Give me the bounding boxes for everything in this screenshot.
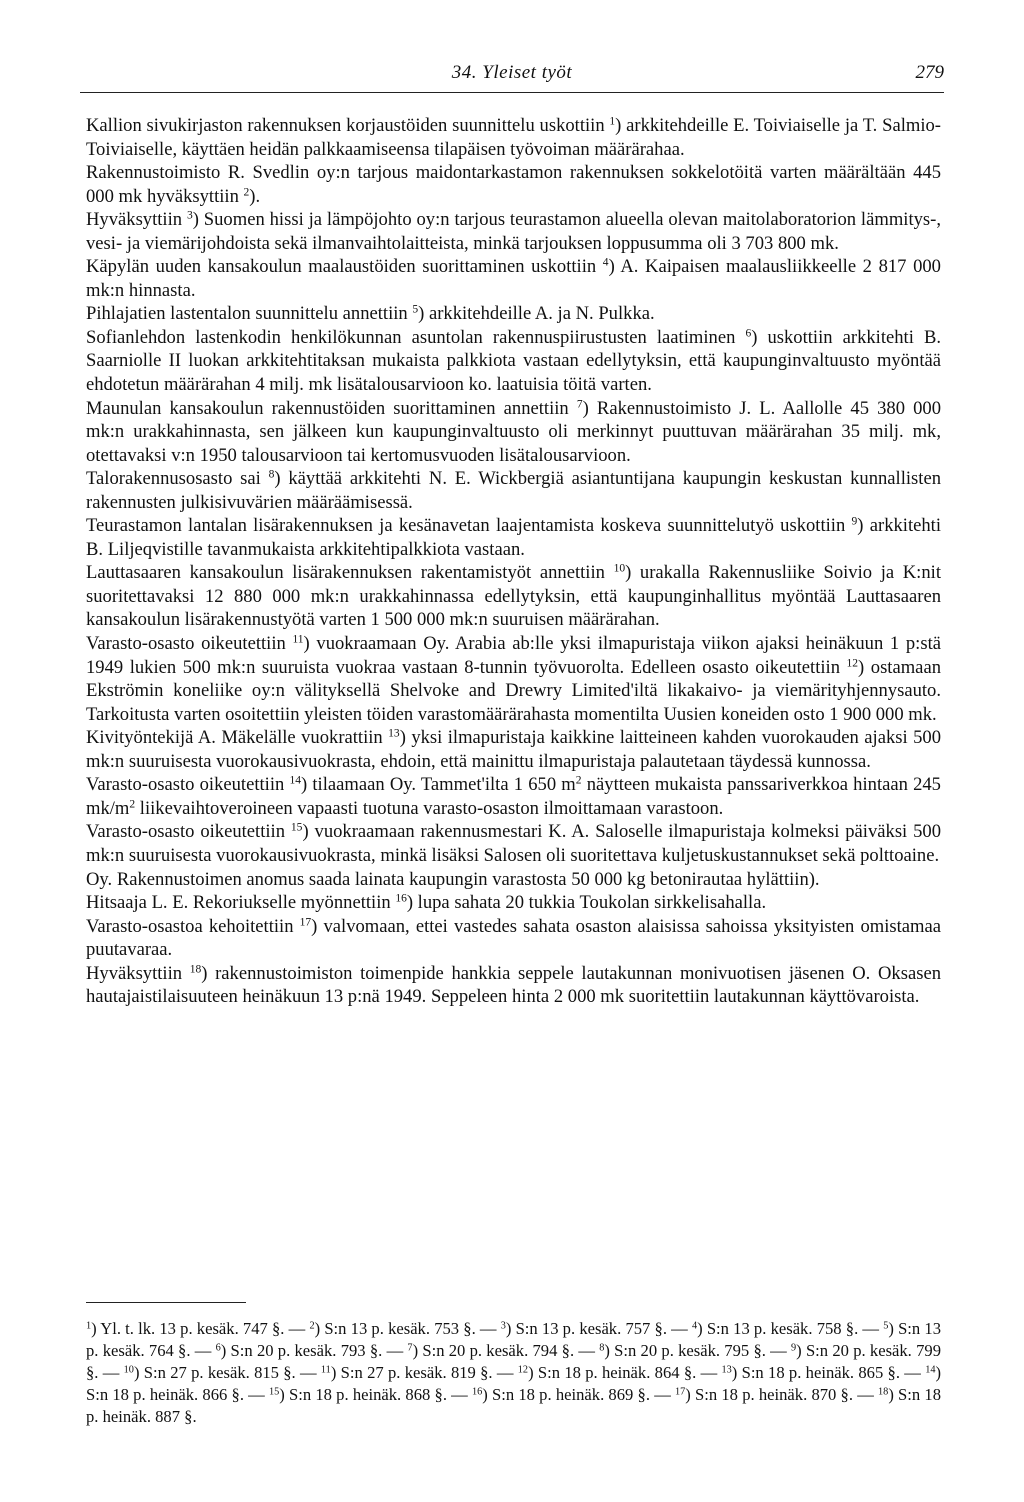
paragraph-text: Sofianlehdon lastenkodin henkilökunnan asuntolan rakennuspiirustusten laatiminen: [86, 326, 746, 348]
page-number: 279: [915, 62, 944, 83]
footnote-divider: [86, 1302, 246, 1303]
paragraph: [86, 326, 941, 397]
footnote-text: ) S:n 18 p. heinäk. 869 §. —: [482, 1385, 676, 1404]
paragraph-text: liikevaihtoveroineen vapaasti tuotuna varasto-osaston ilmoittamaan varastoon.: [135, 797, 724, 819]
paragraph-text: ) yksi ilmapuristaja kaikkine laitteineen kahden vuorokauden ajaksi 500 mk:n suuruisesta vuorokausivuokrasta, ehdoin, että mainittu ilmapuristaja palautetaan täydessä kunnossa.: [86, 727, 941, 772]
paragraph-text: Talorakennusosasto sai: [86, 468, 269, 490]
paragraph: [86, 302, 941, 326]
footnote-ref: 9: [851, 515, 858, 528]
paragraph-text: ).: [249, 185, 261, 207]
paragraph-text: Kivityöntekijä A. Mäkelälle vuokrattiin: [86, 727, 389, 749]
footnote-number: 18: [878, 1386, 889, 1398]
paragraph-text: ) urakalla Rakennusliike Soivio ja K:nit suoritettavaksi 12 880 000 mk:n urakkahinnassa edellytyksin, että kaupunginhallitus myöntää Lauttasaaren kansakoulun lisärakennustyötä varten 1 500 000 mk:n suuruisen määrärahan.: [86, 562, 941, 631]
paragraph: [86, 726, 941, 773]
paragraph-text: näytteen mukaista panssariverkkoa hintaan 245 mk/m: [86, 774, 941, 819]
chapter-title: 34. Yleiset työt: [451, 62, 573, 83]
footnote-number: 8: [599, 1342, 605, 1354]
footnote-text: ) S:n 18 p. heinäk. 870 §. —: [685, 1385, 879, 1404]
footnote-ref: 3: [186, 209, 193, 222]
paragraph-text: ) arkkitehdeille E. Toiviaiselle ja T. Salmio-Toiviaiselle, käyttäen heidän palkkaamiseensa tilapäisen työvoiman määrärahaa.: [86, 115, 941, 160]
footnote-number: 15: [268, 1386, 280, 1398]
footnote-text: ) S:n 27 p. kesäk. 819 §. —: [330, 1363, 518, 1382]
footnote-text: ) S:n 18 p. heinäk. 868 §. —: [279, 1385, 472, 1404]
footnote-text: ) S:n 13 p. kesäk. 758 §. —: [697, 1319, 884, 1338]
paragraph: [86, 632, 941, 726]
footnote-ref: 2: [129, 798, 136, 811]
paragraph-text: ) uskottiin arkkitehti B. Saarniolle II luokan arkkitehtitaksan mukaista palkkiota vastaan edellytyksin, että kaupunginvaltuusto myöntää ehdotetun määrärahan 4 milj. mk lisätalousarvioon ko. laatuisia töitä varten.: [86, 326, 941, 396]
footnote-text: ) S:n 18 p. heinäk. 866 §. —: [86, 1363, 941, 1404]
footnote-text: ) S:n 18 p. heinäk. 887 §.: [86, 1385, 941, 1426]
paragraph: [86, 915, 941, 962]
paragraph: [86, 467, 941, 514]
paragraph-text: Varasto-osasto oikeutettiin: [86, 633, 293, 655]
paragraph-text: Hyväksyttiin: [86, 209, 187, 231]
footnote-ref: 18: [189, 963, 202, 976]
footnote-ref: 2: [243, 186, 250, 199]
paragraph: [86, 514, 941, 561]
footnote-ref: 7: [576, 398, 583, 411]
paragraph-text: ) Rakennustoimisto J. L. Aallolle 45 380 000 mk:n urakkahinnasta, sen jälkeen kun kaupunginvaltuusto oli merkinnyt puuttuvan määrärahan 35 milj. mk, otettavaksi v:n 1950 talousarvioon tai kertomusvuoden lisätalousarvioon.: [86, 397, 941, 466]
paragraph: [86, 891, 941, 915]
footnote-number: 13: [721, 1364, 732, 1376]
footnote-ref: 11: [292, 633, 304, 646]
paragraph: [86, 397, 941, 468]
footnote-ref: 4: [602, 256, 609, 269]
paragraph-text: Teurastamon lantalan lisärakennuksen ja kesänavetan laajentamista koskeva suunnittelutyö uskottiin: [86, 515, 852, 537]
paragraph-text: Hitsaaja L. E. Rekoriukselle myönnettiin: [86, 892, 396, 914]
paragraph: [86, 255, 941, 302]
paragraph-text: Käpylän uuden kansakoulun maalaustöiden suorittaminen uskottiin: [86, 256, 603, 278]
paragraph: [86, 561, 941, 632]
footnote-number: 5: [883, 1320, 889, 1332]
footnote-ref: 12: [846, 657, 859, 670]
footnote-number: 12: [517, 1364, 529, 1376]
footnote-number: 14: [925, 1364, 936, 1376]
paragraph-text: Rakennustoimisto R. Svedlin oy:n tarjous maidontarkastamon rakennuksen sokkelotöitä varten määrältään 445 000 mk hyväksyttiin: [86, 162, 941, 207]
paragraph-text: Varasto-osasto oikeutettiin: [86, 821, 291, 843]
footnote-ref: 10: [613, 563, 626, 576]
footnote-ref: 2: [575, 774, 582, 787]
paragraph-text: ) ostamaan Ekströmin koneliike oy:n välityksellä Shelvoke and Drewry Limited'iltä likakaivo- ja viemärityhjennysauto. Tarkoitusta varten osoitettiin yleisten töiden varastomäärärahasta momentilta Uusien koneiden osto 1 900 000 mk.: [86, 656, 941, 725]
footnote-ref: 14: [289, 774, 301, 787]
paragraph-text: Kallion sivukirjaston rakennuksen korjaustöiden suunnittelu uskottiin: [86, 115, 610, 136]
paragraph-text: Maunulan kansakoulun rakennustöiden suorittaminen annettiin: [86, 397, 577, 419]
footnote-number: 10: [123, 1364, 134, 1376]
footnote-text: ) S:n 18 p. heinäk. 865 §. —: [731, 1363, 926, 1382]
footnote-number: 2: [309, 1320, 315, 1332]
paragraph-text: ) Suomen hissi ja lämpöjohto oy:n tarjous teurastamon alueella olevan maitolaboratorion lämmitys-, vesi- ja viemärijohdoista sekä ilmanvaihtolaitteista, minkä tarjouksen loppusumma oli 3 703 800 mk.: [86, 209, 941, 254]
footnote-text: ) S:n 20 p. kesäk. 794 §. —: [412, 1341, 600, 1360]
footnote-ref: 15: [290, 822, 303, 835]
paragraph-text: ) tilaamaan Oy. Tammet'ilta 1 650 m: [301, 774, 576, 796]
footnote-ref: 13: [388, 727, 400, 740]
footnote-text: ) S:n 27 p. kesäk. 815 §. —: [133, 1363, 321, 1382]
paragraph-text: ) käyttää arkkitehti N. E. Wickbergiä asiantuntijana kaupungin keskustan kunnallisten rakennusten julkisivuvärien määräämisessä.: [86, 468, 941, 513]
paragraph-text: Varasto-osastoa kehoitettiin: [86, 915, 300, 937]
footnote-number: 3: [500, 1320, 506, 1332]
footnote-text: ) Yl. t. lk. 13 p. kesäk. 747 §. —: [91, 1319, 310, 1338]
footnote-number: 6: [215, 1342, 221, 1354]
footnote-number: 7: [407, 1342, 413, 1354]
paragraph: [86, 962, 941, 1009]
running-header: [80, 62, 944, 88]
footnotes: [86, 1318, 941, 1428]
paragraph: [86, 820, 941, 867]
paragraph-text: Oy. Rakennustoimen anomus saada lainata kaupungin varastosta 50 000 kg betonirautaa hylättiin).: [86, 868, 820, 890]
header-divider: [80, 92, 944, 93]
footnote-ref: 16: [395, 892, 407, 905]
footnote-text: ) S:n 18 p. heinäk. 864 §. —: [528, 1363, 722, 1382]
footnote-number: 11: [320, 1364, 331, 1376]
footnote-ref: 8: [268, 468, 275, 481]
paragraph-text: ) rakennustoimiston toimenpide hankkia seppele lautakunnan monivuotisen jäsenen O. Oksasen hautajaistilaisuuteen heinäkuun 13 p:nä 1949. Seppeleen hinta 2 000 mk suoritettiin lautakunnan käyttövaroista.: [86, 962, 941, 1008]
paragraph-text: ) vuokraamaan Oy. Arabia ab:lle yksi ilmapuristaja viikon ajaksi heinäkuun 1 p:stä 1949 lukien 500 mk:n suuruista vuokraa vastaan 8-tunnin työvuorolta. Edelleen osasto oikeutettiin: [86, 633, 941, 678]
footnote-number: 16: [472, 1386, 483, 1398]
footnote-number: 4: [691, 1320, 698, 1332]
footnote-number: 9: [791, 1342, 797, 1354]
footnote-list: [86, 1318, 941, 1428]
footnote-number: 17: [675, 1386, 686, 1398]
paragraph-text: ) vuokraamaan rakennusmestari K. A. Saloselle ilmapuristaja kolmeksi päiväksi 500 mk:n suuruisesta vuorokausivuokrasta, minkä lisäksi Salosen oli suoritettava kuljetuskustannukset sekä polttoaine.: [86, 821, 941, 866]
paragraph-text: Hyväksyttiin: [86, 962, 190, 984]
paragraph-text: ) valvomaan, ettei vastedes sahata osaston alaisissa sahoissa yksityisten omistamaa puutavaraa.: [86, 915, 941, 961]
body-text: [86, 114, 941, 1009]
paragraph-text: ) lupa sahata 20 tukkia Toukolan sirkkelisahalla.: [406, 892, 767, 914]
footnote-text: ) S:n 13 p. kesäk. 764 §. —: [86, 1319, 941, 1360]
footnote-number: 1: [86, 1320, 92, 1332]
paragraph-text: ) A. Kaipaisen maalausliikkeelle 2 817 000 mk:n hinnasta.: [86, 256, 941, 301]
footnote-ref: 5: [412, 304, 419, 317]
footnote-text: ) S:n 20 p. kesäk. 793 §. —: [220, 1341, 408, 1360]
paragraph: [86, 773, 941, 820]
footnote-text: ) S:n 20 p. kesäk. 799 §. —: [86, 1341, 941, 1382]
paragraph: [86, 868, 941, 892]
paragraph-text: Pihlajatien lastentalon suunnittelu annettiin: [86, 303, 413, 325]
paragraph: [86, 114, 941, 161]
paragraph: [86, 208, 941, 255]
paragraph-text: Varasto-osasto oikeutettiin: [86, 774, 290, 796]
paragraph-text: Lauttasaaren kansakoulun lisärakennuksen rakentamistyöt annettiin: [86, 562, 614, 584]
paragraph-text: ) arkkitehdeille A. ja N. Pulkka.: [418, 303, 655, 325]
footnote-ref: 17: [299, 916, 312, 929]
footnote-text: ) S:n 13 p. kesäk. 757 §. —: [505, 1319, 692, 1338]
footnote-text: ) S:n 13 p. kesäk. 753 §. —: [314, 1319, 501, 1338]
paragraph-text: ) arkkitehti B. Liljeqvistille tavanmukaista arkkitehtipalkkiota vastaan.: [86, 515, 942, 560]
footnote-ref: 1: [609, 115, 616, 128]
footnote-ref: 6: [745, 327, 752, 340]
paragraph: [86, 161, 941, 208]
footnote-text: ) S:n 20 p. kesäk. 795 §. —: [604, 1341, 792, 1360]
